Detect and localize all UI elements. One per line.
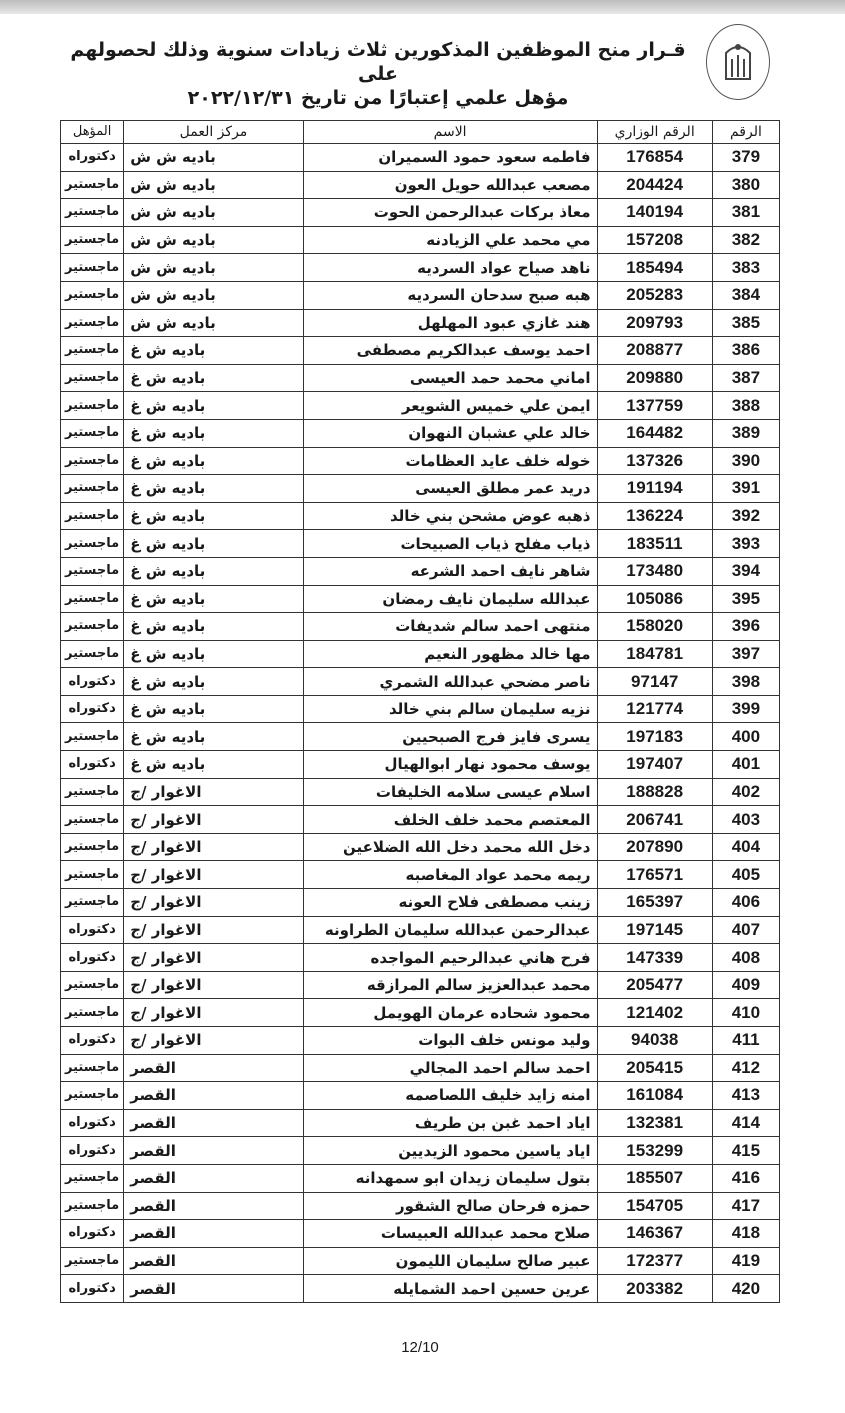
employee-name: حمزه فرحان صالح الشقور	[303, 1192, 597, 1220]
table-row	[61, 1192, 780, 1220]
row-number: 410	[712, 999, 779, 1027]
qualification: ماجستير	[61, 723, 124, 751]
row-number: 397	[712, 640, 779, 668]
ministry-number: 132381	[597, 1109, 712, 1137]
row-number: 420	[712, 1275, 779, 1303]
row-number: 394	[712, 557, 779, 585]
qualification: ماجستير	[61, 309, 124, 337]
qualification: دكتوراه	[61, 751, 124, 779]
table-row	[61, 254, 780, 282]
row-number: 399	[712, 695, 779, 723]
employee-name: يوسف محمود نهار ابوالهيال	[303, 751, 597, 779]
employee-name: المعتصم محمد خلف الخلف	[303, 806, 597, 834]
row-number: 392	[712, 502, 779, 530]
ministry-number: 197145	[597, 916, 712, 944]
row-number: 406	[712, 889, 779, 917]
qualification: ماجستير	[61, 337, 124, 365]
employee-name: امنه زايد خليف اللصاصمه	[303, 1082, 597, 1110]
qualification: ماجستير	[61, 1164, 124, 1192]
ministry-number: 121402	[597, 999, 712, 1027]
employee-name: ناهد صياح عواد السرديه	[303, 254, 597, 282]
employee-name: اسلام عيسى سلامه الخليفات	[303, 778, 597, 806]
qualification: دكتوراه	[61, 1275, 124, 1303]
row-number: 381	[712, 199, 779, 227]
work-center: باديه ش ش	[124, 281, 303, 309]
table-row	[61, 861, 780, 889]
qualification: ماجستير	[61, 557, 124, 585]
ministry-number: 94038	[597, 1027, 712, 1055]
document-title-line-1: قـرار منح الموظفين المذكورين ثلاث زيادات سنوية وذلك لحصولهم على	[70, 39, 686, 85]
ministry-number: 161084	[597, 1082, 712, 1110]
employee-name: عبدالله سليمان نايف رمضان	[303, 585, 597, 613]
ministry-number: 140194	[597, 199, 712, 227]
ministry-number: 172377	[597, 1247, 712, 1275]
qualification: ماجستير	[61, 392, 124, 420]
row-number: 393	[712, 530, 779, 558]
ministry-number: 176854	[597, 144, 712, 172]
work-center: باديه ش غ	[124, 557, 303, 585]
work-center: الاغوار /ج	[124, 889, 303, 917]
work-center: باديه ش غ	[124, 364, 303, 392]
work-center: باديه ش ش	[124, 199, 303, 227]
page-number: 12/10	[401, 1338, 439, 1356]
qualification: ماجستير	[61, 999, 124, 1027]
employee-name: عرين حسين احمد الشمايله	[303, 1275, 597, 1303]
row-number: 379	[712, 144, 779, 172]
ministry-number: 164482	[597, 419, 712, 447]
table-row	[61, 1220, 780, 1248]
employee-name: هند غازي عبود المهلهل	[303, 309, 597, 337]
employee-name: بتول سليمان زيدان ابو سمهدانه	[303, 1164, 597, 1192]
qualification: ماجستير	[61, 171, 124, 199]
work-center: الاغوار /ج	[124, 971, 303, 999]
ministry-number: 184781	[597, 640, 712, 668]
qualification: دكتوراه	[61, 944, 124, 972]
employee-name: احمد يوسف عبدالكريم مصطفى	[303, 337, 597, 365]
table-row	[61, 337, 780, 365]
employee-name: ريمه محمد عواد المغاصبه	[303, 861, 597, 889]
ministry-number: 197407	[597, 751, 712, 779]
qualification: ماجستير	[61, 447, 124, 475]
ministry-number: 154705	[597, 1192, 712, 1220]
ministry-number: 137759	[597, 392, 712, 420]
column-header-work-center: مركز العمل	[124, 121, 303, 144]
row-number: 415	[712, 1137, 779, 1165]
table-row	[61, 144, 780, 172]
table-row	[61, 640, 780, 668]
work-center: باديه ش غ	[124, 502, 303, 530]
row-number: 413	[712, 1082, 779, 1110]
employee-name: مها خالد مظهور النعيم	[303, 640, 597, 668]
ministry-number: 146367	[597, 1220, 712, 1248]
work-center: القصر	[124, 1247, 303, 1275]
qualification: ماجستير	[61, 1247, 124, 1275]
qualification: ماجستير	[61, 254, 124, 282]
table-row	[61, 364, 780, 392]
row-number: 404	[712, 833, 779, 861]
employee-name: اياد احمد غبن بن طريف	[303, 1109, 597, 1137]
employee-name: مصعب عبدالله حويل العون	[303, 171, 597, 199]
table-row	[61, 613, 780, 641]
table-row	[61, 281, 780, 309]
document-title-line-2: مؤهل علمي إعتبارًا من تاريخ ٢٠٢٢/١٢/٣١	[187, 87, 569, 109]
column-header-qualification: المؤهل	[61, 121, 124, 144]
ministry-number: 185507	[597, 1164, 712, 1192]
work-center: باديه ش غ	[124, 751, 303, 779]
work-center: الاغوار /ج	[124, 833, 303, 861]
ministry-number: 205283	[597, 281, 712, 309]
work-center: القصر	[124, 1275, 303, 1303]
qualification: دكتوراه	[61, 1220, 124, 1248]
row-number: 418	[712, 1220, 779, 1248]
row-number: 395	[712, 585, 779, 613]
table-row	[61, 1137, 780, 1165]
qualification: ماجستير	[61, 640, 124, 668]
row-number: 408	[712, 944, 779, 972]
ministry-number: 208877	[597, 337, 712, 365]
table-row	[61, 1027, 780, 1055]
employee-name: وليد مونس خلف البوات	[303, 1027, 597, 1055]
employee-name: محمد عبدالعزيز سالم المرازقه	[303, 971, 597, 999]
row-number: 380	[712, 171, 779, 199]
qualification: ماجستير	[61, 585, 124, 613]
row-number: 417	[712, 1192, 779, 1220]
work-center: باديه ش غ	[124, 695, 303, 723]
qualification: دكتوراه	[61, 1109, 124, 1137]
work-center: القصر	[124, 1109, 303, 1137]
row-number: 389	[712, 419, 779, 447]
employee-name: دخل الله محمد دخل الله الضلاعين	[303, 833, 597, 861]
employee-name: اماني محمد حمد العيسى	[303, 364, 597, 392]
employee-name: ذهبه عوض مشحن بني خالد	[303, 502, 597, 530]
employee-name: فاطمه سعود حمود السميران	[303, 144, 597, 172]
table-row	[61, 668, 780, 696]
row-number: 384	[712, 281, 779, 309]
table-row	[61, 557, 780, 585]
table-row	[61, 971, 780, 999]
table-row	[61, 392, 780, 420]
qualification: دكتوراه	[61, 144, 124, 172]
row-number: 382	[712, 226, 779, 254]
column-header-ministry-no: الرقم الوزاري	[597, 121, 712, 144]
table-row	[61, 1109, 780, 1137]
table-row	[61, 889, 780, 917]
row-number: 396	[712, 613, 779, 641]
qualification: ماجستير	[61, 889, 124, 917]
ministry-number: 197183	[597, 723, 712, 751]
employee-name: عبدالرحمن عبدالله سليمان الطراونه	[303, 916, 597, 944]
work-center: باديه ش ش	[124, 171, 303, 199]
table-row	[61, 778, 780, 806]
column-header-name: الاسم	[303, 121, 597, 144]
table-row	[61, 199, 780, 227]
work-center: باديه ش غ	[124, 723, 303, 751]
scan-top-edge	[0, 0, 845, 14]
ministry-number: 185494	[597, 254, 712, 282]
ministry-number: 147339	[597, 944, 712, 972]
work-center: باديه ش غ	[124, 447, 303, 475]
ministry-number: 153299	[597, 1137, 712, 1165]
row-number: 383	[712, 254, 779, 282]
row-number: 388	[712, 392, 779, 420]
table-row	[61, 1082, 780, 1110]
ministry-number: 206741	[597, 806, 712, 834]
work-center: باديه ش ش	[124, 144, 303, 172]
row-number: 403	[712, 806, 779, 834]
work-center: باديه ش ش	[124, 309, 303, 337]
work-center: باديه ش ش	[124, 254, 303, 282]
employee-name: هبه صبح سدحان السرديه	[303, 281, 597, 309]
work-center: القصر	[124, 1220, 303, 1248]
employee-name: احمد سالم احمد المجالي	[303, 1054, 597, 1082]
table-row	[61, 419, 780, 447]
table-row	[61, 695, 780, 723]
qualification: دكتوراه	[61, 668, 124, 696]
table-row	[61, 723, 780, 751]
work-center: القصر	[124, 1164, 303, 1192]
table-row	[61, 806, 780, 834]
employee-name: زينب مصطفى فلاح العونه	[303, 889, 597, 917]
work-center: القصر	[124, 1054, 303, 1082]
table-row	[61, 226, 780, 254]
employee-name: معاذ بركات عبدالرحمن الحوت	[303, 199, 597, 227]
ministry-number: 176571	[597, 861, 712, 889]
ministry-number: 204424	[597, 171, 712, 199]
qualification: ماجستير	[61, 613, 124, 641]
ministry-number: 158020	[597, 613, 712, 641]
ministry-number: 205477	[597, 971, 712, 999]
ministry-number: 165397	[597, 889, 712, 917]
table-row	[61, 171, 780, 199]
qualification: ماجستير	[61, 1082, 124, 1110]
qualification: ماجستير	[61, 833, 124, 861]
column-header-number: الرقم	[712, 121, 779, 144]
work-center: باديه ش غ	[124, 419, 303, 447]
qualification: ماجستير	[61, 1054, 124, 1082]
table-row	[61, 309, 780, 337]
work-center: الاغوار /ج	[124, 778, 303, 806]
ministry-number: 136224	[597, 502, 712, 530]
work-center: باديه ش غ	[124, 337, 303, 365]
ministry-seal-icon	[706, 24, 770, 100]
ministry-number: 207890	[597, 833, 712, 861]
work-center: باديه ش غ	[124, 640, 303, 668]
row-number: 419	[712, 1247, 779, 1275]
employee-name: شاهر نايف احمد الشرعه	[303, 557, 597, 585]
ministry-number: 105086	[597, 585, 712, 613]
table-row	[61, 502, 780, 530]
work-center: الاغوار /ج	[124, 999, 303, 1027]
work-center: الاغوار /ج	[124, 916, 303, 944]
table-row	[61, 1247, 780, 1275]
row-number: 409	[712, 971, 779, 999]
work-center: باديه ش غ	[124, 585, 303, 613]
row-number: 414	[712, 1109, 779, 1137]
employee-name: ايمن علي خميس الشويعر	[303, 392, 597, 420]
row-number: 387	[712, 364, 779, 392]
ministry-number: 205415	[597, 1054, 712, 1082]
qualification: ماجستير	[61, 199, 124, 227]
table-row	[61, 585, 780, 613]
row-number: 386	[712, 337, 779, 365]
row-number: 405	[712, 861, 779, 889]
table-row	[61, 944, 780, 972]
employee-name: محمود شحاده عرمان الهويمل	[303, 999, 597, 1027]
table-row	[61, 447, 780, 475]
row-number: 412	[712, 1054, 779, 1082]
table-row	[61, 1054, 780, 1082]
employee-name: خالد علي عشبان النهوان	[303, 419, 597, 447]
employee-name: ناصر مضحي عبدالله الشمري	[303, 668, 597, 696]
qualification: ماجستير	[61, 1192, 124, 1220]
ministry-number: 121774	[597, 695, 712, 723]
employee-name: صلاح محمد عبدالله العبيسات	[303, 1220, 597, 1248]
employee-name: منتهى احمد سالم شديفات	[303, 613, 597, 641]
row-number: 385	[712, 309, 779, 337]
qualification: ماجستير	[61, 364, 124, 392]
work-center: الاغوار /ج	[124, 944, 303, 972]
work-center: باديه ش غ	[124, 668, 303, 696]
employee-name: دريد عمر مطلق العيسى	[303, 475, 597, 503]
employee-name: مي محمد علي الزيادنه	[303, 226, 597, 254]
ministry-number: 209793	[597, 309, 712, 337]
row-number: 390	[712, 447, 779, 475]
qualification: ماجستير	[61, 502, 124, 530]
work-center: باديه ش غ	[124, 613, 303, 641]
row-number: 416	[712, 1164, 779, 1192]
ministry-number: 157208	[597, 226, 712, 254]
row-number: 401	[712, 751, 779, 779]
work-center: الاغوار /ج	[124, 806, 303, 834]
employee-name: يسرى فايز فرج الصبحيين	[303, 723, 597, 751]
ministry-number: 203382	[597, 1275, 712, 1303]
work-center: باديه ش غ	[124, 392, 303, 420]
table-row	[61, 475, 780, 503]
table-header-row	[61, 121, 780, 144]
employee-name: اياد ياسين محمود الزيديين	[303, 1137, 597, 1165]
ministry-number: 188828	[597, 778, 712, 806]
work-center: الاغوار /ج	[124, 861, 303, 889]
qualification: ماجستير	[61, 806, 124, 834]
qualification: ماجستير	[61, 281, 124, 309]
employee-name: عبير صالح سليمان الليمون	[303, 1247, 597, 1275]
table-row	[61, 999, 780, 1027]
ministry-number: 191194	[597, 475, 712, 503]
employees-table	[60, 120, 780, 1303]
row-number: 402	[712, 778, 779, 806]
employee-name: نزيه سليمان سالم بني خالد	[303, 695, 597, 723]
ministry-number: 137326	[597, 447, 712, 475]
work-center: القصر	[124, 1137, 303, 1165]
qualification: ماجستير	[61, 778, 124, 806]
table-row	[61, 530, 780, 558]
qualification: دكتوراه	[61, 695, 124, 723]
row-number: 407	[712, 916, 779, 944]
qualification: ماجستير	[61, 861, 124, 889]
work-center: القصر	[124, 1192, 303, 1220]
table-row	[61, 1164, 780, 1192]
document-page	[60, 0, 780, 1368]
work-center: القصر	[124, 1082, 303, 1110]
table-row	[61, 916, 780, 944]
ministry-number: 183511	[597, 530, 712, 558]
employee-name: فرح هاني عبدالرحيم المواجده	[303, 944, 597, 972]
ministry-number: 173480	[597, 557, 712, 585]
work-center: باديه ش ش	[124, 226, 303, 254]
qualification: دكتوراه	[61, 1027, 124, 1055]
qualification: دكتوراه	[61, 916, 124, 944]
qualification: ماجستير	[61, 971, 124, 999]
qualification: ماجستير	[61, 530, 124, 558]
table-row	[61, 751, 780, 779]
row-number: 398	[712, 668, 779, 696]
ministry-number: 209880	[597, 364, 712, 392]
work-center: الاغوار /ج	[124, 1027, 303, 1055]
qualification: ماجستير	[61, 475, 124, 503]
row-number: 400	[712, 723, 779, 751]
row-number: 411	[712, 1027, 779, 1055]
row-number: 391	[712, 475, 779, 503]
qualification: دكتوراه	[61, 1137, 124, 1165]
qualification: ماجستير	[61, 226, 124, 254]
employee-name: ذياب مفلح ذياب الصبيحات	[303, 530, 597, 558]
qualification: ماجستير	[61, 419, 124, 447]
table-row	[61, 833, 780, 861]
work-center: باديه ش غ	[124, 475, 303, 503]
ministry-number: 97147	[597, 668, 712, 696]
document-title	[60, 38, 696, 110]
table-row	[61, 1275, 780, 1303]
employee-name: خوله خلف عايد العظامات	[303, 447, 597, 475]
work-center: باديه ش غ	[124, 530, 303, 558]
